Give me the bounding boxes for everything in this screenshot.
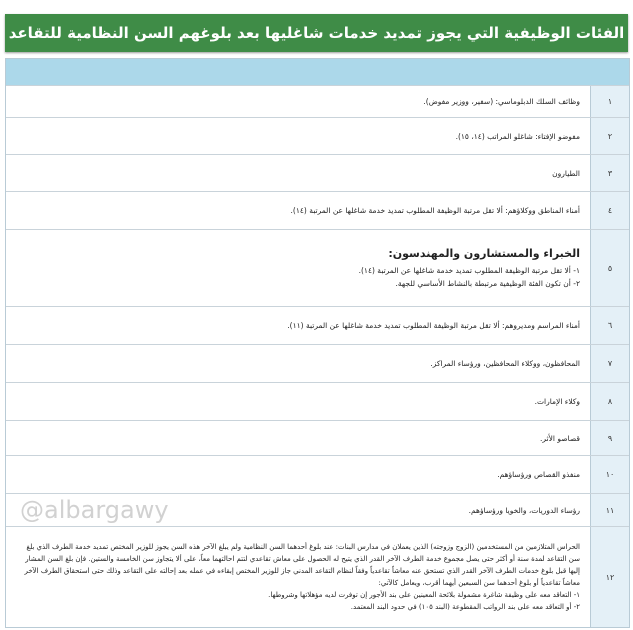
row-text: أمناء المراسم ومديروهم: ألا تقل مرتبة الوظيفة المطلوب تمديد خدمة شاغلها عن المرتبة (١١). (287, 321, 580, 330)
row-number: ١ (590, 86, 629, 117)
row-item: ١- التعاقد معه على وظيفة شاغرة مشمولة بلائحة المعينين على بند الأجور إن توفرت لديه مؤهلاتها وشروطها. (268, 591, 580, 599)
row-heading: الخبراء والمستشارون والمهندسون: (388, 246, 580, 260)
table-row (6, 455, 629, 493)
row-number: ٥ (590, 230, 629, 306)
row-text: المحافظون، ووكلاء المحافظين، ورؤساء المراكز. (430, 359, 580, 368)
table-row (6, 306, 629, 344)
table-row (6, 420, 629, 455)
table-row (6, 344, 629, 382)
row-number: ٦ (590, 307, 629, 344)
row-number: ٢ (590, 118, 629, 154)
row-text: رؤساء الدوريات، والخويا ورؤساؤهم. (468, 505, 580, 515)
row-text: منفذو القصاص ورؤساؤهم. (497, 470, 580, 479)
row-text: قصاصو الأثر. (540, 433, 580, 443)
row-number: ١٢ (590, 527, 629, 627)
row-number: ٣ (590, 155, 629, 191)
row-number: ١١ (590, 494, 629, 526)
table-row (6, 493, 629, 526)
page-title: الفئات الوظيفية التي يجوز تمديد خدمات شاغليها بعد بلوغهم السن النظامية للتقاعد (5, 14, 628, 52)
row-number: ١٠ (590, 456, 629, 493)
watermark: @albargawy (20, 496, 169, 524)
table-row (6, 526, 629, 627)
table-row (6, 117, 629, 154)
job-categories-table (5, 58, 630, 628)
row-text: وظائف السلك الدبلوماسي: (سفير، ووزير مفوض). (423, 97, 580, 106)
row-item: ٢- أن تكون الفئة الوظيفية مرتبطة بالنشاط الأساسي للجهة. (395, 278, 580, 288)
table-row (6, 154, 629, 191)
table-header (6, 59, 629, 85)
row-text: الطيارون (552, 168, 580, 178)
row-item: ١- ألا تقل مرتبة الوظيفة المطلوب تمديد خدمة شاغلها عن المرتبة (١٤). (358, 265, 580, 275)
row-number: ٨ (590, 383, 629, 420)
table-row (6, 382, 629, 420)
row-number: ٩ (590, 421, 629, 455)
row-number: ٤ (590, 192, 629, 229)
table-row (6, 191, 629, 229)
row-number: ٧ (590, 345, 629, 382)
row-text: الحراس المتلازمين من المستخدمين (الزوج وزوجته) الذين يعملان في مدارس البنات: عند بلوغ أحدهما السن النظامية ولم يبلغ الآخر هذه السن يجوز للوزير المختص تمديد خدمة الطرف الذي بلغ سن التقاعد لمدة سنة أو أكثر حتى يصل مجموع خدمة الطرف الآخر القدر الذي يتيح له الحصول على معاش تقاعدي لتتم احالتهما معاً، على ألا يتجاوز سن الخامسة والستين. فإن بلغ السن المشار إليها قبل بلوغ خدمات الطرف الآخر القدر الذي تستحق عنه معاشاً تقاعدياً وفقاً لنظام التقاعد المدني جاز للوزير المختص إبقاءه في عمله بعد إحالته على التقاعد وذلك حتى استحقاق الطرف الآخر معاشاً تقاعدياً أو بلوغ أحدهما سن السبعين أيهما أقرب، ويعامل كالآتي: (24, 543, 580, 587)
table-row (6, 229, 629, 306)
row-text: وكلاء الإمارات. (534, 397, 580, 406)
row-item: ٢- أو التعاقد معه على بند الرواتب المقطوعة (البند ١٠٥) في حدود البند المعتمد. (350, 603, 580, 611)
table-row (6, 85, 629, 117)
row-text: مفوضو الإفتاء: شاغلو المراتب (١٤، ١٥). (455, 131, 580, 141)
row-text: أمناء المناطق ووكلاؤهم: ألا تقل مرتبة الوظيفة المطلوب تمديد خدمة شاغلها عن المرتبة (١٤). (290, 206, 580, 215)
